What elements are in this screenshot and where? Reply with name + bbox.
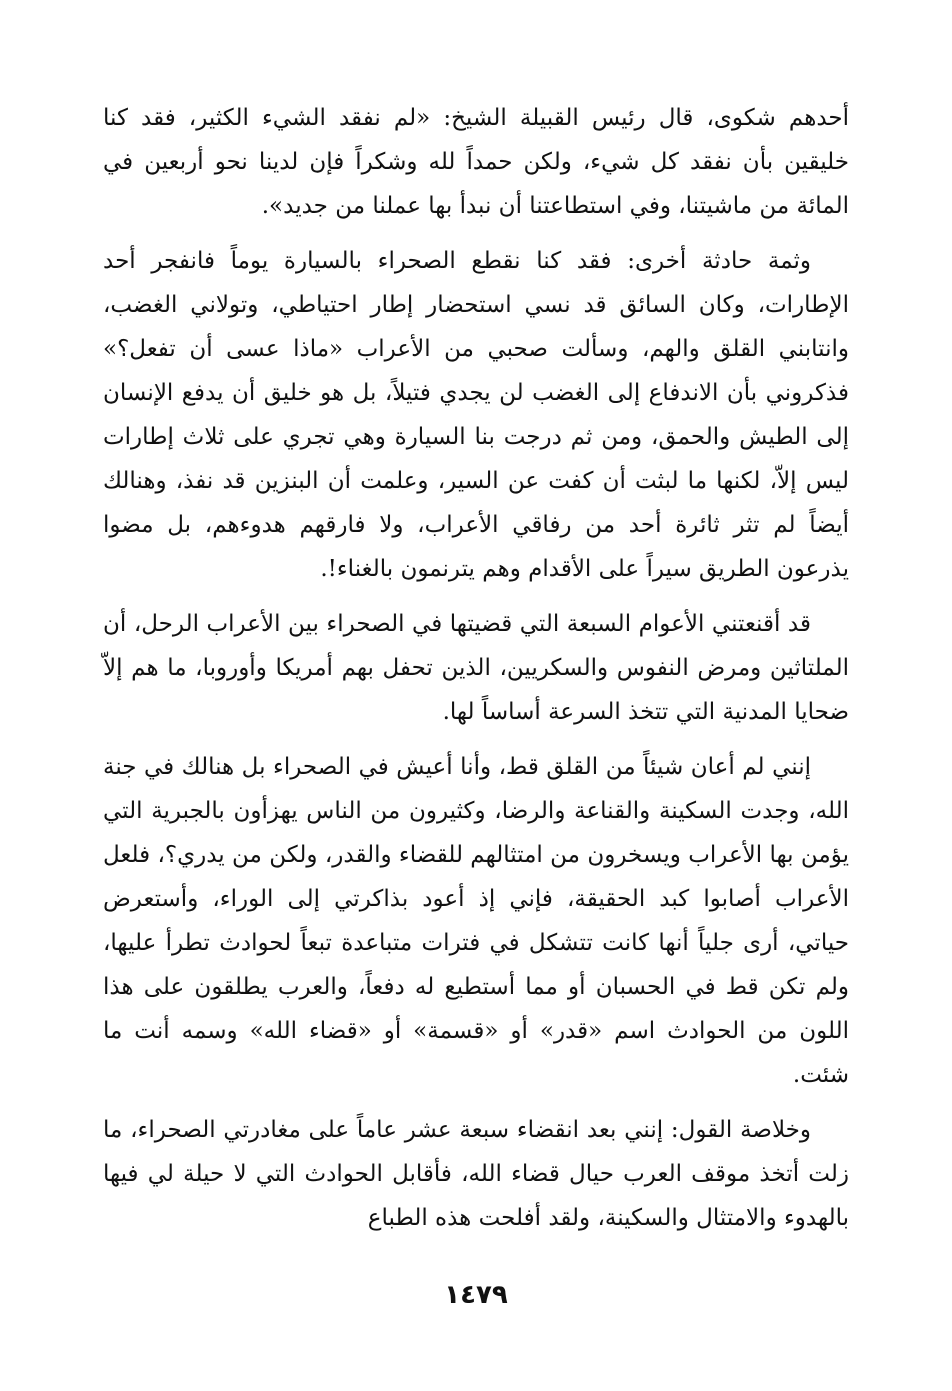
paragraph-1: أحدهم شكوى، قال رئيس القبيلة الشيخ: «لم نفقد الشيء الكثير، فقد كنا خليقين بأن نفقد كل شيء، ولكن حمداً لله وشكراً فإن لدينا نحو أربعين في المائة من ماشيتنا، وفي استطاعتنا أن نبدأ بها عملنا من جديد».: [103, 105, 849, 219]
paragraph-4: إنني لم أعان شيئاً من القلق قط، وأنا أعيش في الصحراء بل هنالك في جنة الله، وجدت السكينة والقناعة والرضا، وكثيرون من الناس يهزأون بالجبرية التي يؤمن بها الأعراب ويسخرون من امتثالهم للقضاء والقدر، ولكن من يدري؟، فلعل الأعراب أصابوا كبد الحقيقة، فإني إذ أعود بذاكرتي إلى الوراء، وأستعرض حياتي، أرى جلياً أنها كانت تتشكل في فترات متباعدة تبعاً لحوادث تطرأ عليها، ولم تكن قط في الحسبان أو مما أستطيع له دفعاً، والعرب يطلقون على هذا اللون من الحوادث اسم «قدر» أو «قسمة» أو «قضاء الله» وسمه أنت ما شئت.: [103, 754, 849, 1088]
paragraph-5: وخلاصة القول: إنني بعد انقضاء سبعة عشر عاماً على مغادرتي الصحراء، ما زلت أتخذ موقف العرب حيال قضاء الله، فأقابل الحوادث التي لا حيلة لي فيها بالهدوء والامتثال والسكينة، ولقد أفلحت هذه الطباع: [103, 1117, 849, 1231]
page-number: ١٤٧٩: [444, 1280, 508, 1310]
document-body: [103, 96, 849, 1251]
paragraph-3: قد أقنعتني الأعوام السبعة التي قضيتها في الصحراء بين الأعراب الرحل، أن الملتاثين ومرض النفوس والسكريين، الذين تحفل بهم أمريكا وأوروبا، ما هم إلاّ ضحايا المدنية التي تتخذ السرعة أساساً لها.: [103, 611, 849, 725]
paragraph-2: وثمة حادثة أخرى: فقد كنا نقطع الصحراء بالسيارة يوماً فانفجر أحد الإطارات، وكان السائق قد نسي استحضار إطار احتياطي، وتولاني الغضب، وانتابني القلق والهم، وسألت صحبي من الأعراب «ماذا عسى أن تفعل؟» فذكروني بأن الاندفاع إلى الغضب لن يجدي فتيلاً، بل هو خليق أن يدفع الإنسان إلى الطيش والحمق، ومن ثم درجت بنا السيارة وهي تجري على ثلاث إطارات ليس إلاّ، لكنها ما لبثت أن كفت عن السير، وعلمت أن البنزين قد نفذ، وهنالك أيضاً لم تثر ثائرة أحد من رفاقي الأعراب، ولا فارقهم هدوءهم، بل مضوا يذرعون الطريق سيراً على الأقدام وهم يترنمون بالغناء!.: [103, 248, 849, 582]
